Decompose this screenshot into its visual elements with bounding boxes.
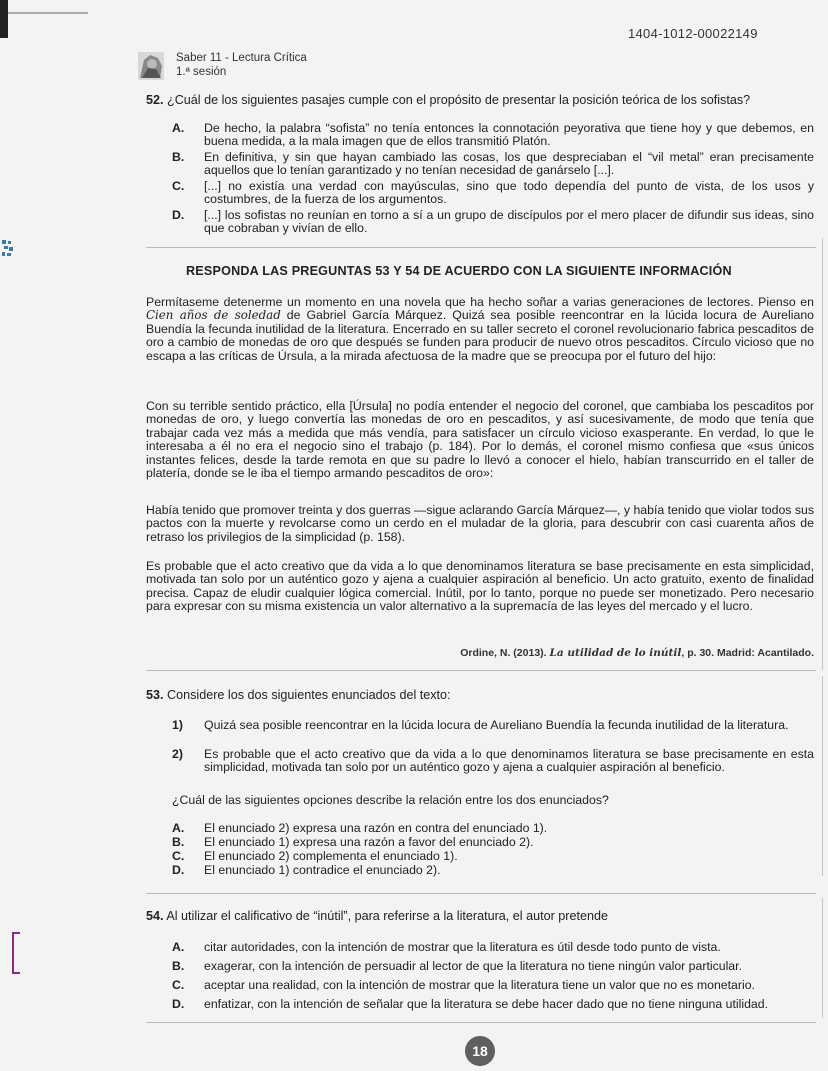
scan-corner-mark (0, 0, 8, 38)
option-text: aceptar una realidad, con la intención de mostrar que la literatura tiene un valor que no es monetario. (204, 978, 755, 992)
option-text: De hecho, la palabra “sofista” no tenía entonces la connotación peyorativa que tiene hoy y que debemos, en buena medida, a la mala imagen que de ellos transmitió Platón. (204, 121, 814, 149)
option-letter: D. (172, 208, 185, 222)
option-text: El enunciado 1) expresa una razón a favor del enunciado 2). (204, 835, 534, 849)
option-letter: C. (172, 179, 185, 193)
divider (146, 893, 816, 894)
q53-option-b[interactable] (172, 836, 814, 849)
question-text: Al utilizar el calificativo de “inútil”, para referirse a la literatura, el autor pretende (166, 909, 609, 923)
q54-option-b[interactable] (172, 960, 814, 973)
question-53 (146, 688, 816, 702)
frame-right (822, 676, 823, 876)
option-text: citar autoridades, con la intención de mostrar que la literatura es útil desde todo punto de vista. (204, 940, 721, 954)
passage-text: de Gabriel García Márquez. Quizá sea posible reencontrar en la lúcida locura de Aureliano Buendía la fecunda inutilidad de la literatura. Encerrado en su taller secreto el coronel revolucionario fabrica pescaditos de oro a cambio de monedas de oro que después se funden para producir de nuevo otros pescaditos. Círculo vicioso que no escapa a las críticas de Úrsula, a la mirada afectuosa de la madre que se preocupa por el futuro del hijo: (146, 308, 815, 363)
option-text: El enunciado 2) complementa el enunciado 1). (204, 849, 458, 863)
passage-paragraph-2: Con su terrible sentido práctico, ella [Úrsula] no podía entender el negocio del coronel, que cambiaba los pescaditos por monedas de oro, y luego convertía las monedas de oro en pescaditos, y así sucesivamente, de modo que tenía que trabajar cada vez más a medida que más vendía, para satisfacer un círculo vicioso exasperante. En verdad, lo que le interesaba a él no era el negocio sino el trabajo (p. 184). Por lo demás, el coronel mismo confiesa que «sus únicos instantes felices, desde la tarde remota en que su padre lo llevó a conocer el hielo, habían transcurrido en el taller de platería, donde se le iba el tiempo armando pescaditos de oro»: (146, 399, 814, 481)
option-letter: D. (172, 863, 185, 877)
margin-bracket-mark (12, 932, 20, 974)
q53-subquestion: ¿Cuál de las siguientes opciones describe la relación entre los dos enunciados? (172, 793, 609, 807)
option-letter: B. (172, 150, 185, 164)
frame-right (822, 898, 823, 1018)
page-number: 18 (465, 1036, 495, 1066)
divider (146, 1022, 816, 1023)
option-text: [...] los sofistas no reunían en torno a sí a un grupo de discípulos por el mero placer de difundir sus ideas, sino que cobraban y vivían de ello. (204, 208, 814, 236)
question-52 (146, 93, 816, 107)
option-text: exagerar, con la intención de persuadir al lector de que la literatura no tiene ningún valor particular. (204, 959, 742, 973)
novel-title: Cien años de soledad (146, 308, 281, 323)
q52-option-d[interactable] (172, 209, 814, 235)
question-54 (146, 909, 816, 923)
option-letter: D. (172, 997, 185, 1011)
passage-paragraph-1 (146, 296, 814, 363)
option-letter: A. (172, 821, 185, 835)
question-text: ¿Cuál de los siguientes pasajes cumple con el propósito de presentar la posición teórica de los sofistas? (167, 93, 751, 107)
option-text: enfatizar, con la intención de señalar que la literatura se debe hacer dado que no tiene ninguna utilidad. (204, 997, 769, 1011)
option-letter: C. (172, 849, 185, 863)
question-number: 52. (146, 93, 164, 107)
option-text: El enunciado 1) contradice el enunciado 2). (204, 863, 441, 877)
q53-option-c[interactable] (172, 850, 814, 863)
option-letter: B. (172, 959, 185, 973)
instructions-banner: RESPONDA LAS PREGUNTAS 53 Y 54 DE ACUERDO CON LA SIGUIENTE INFORMACIÓN (186, 264, 732, 278)
exam-session: 1.ª sesión (176, 66, 227, 78)
q54-option-d[interactable] (172, 998, 814, 1011)
statement-text: Es probable que el acto creativo que da vida a lo que denominamos literatura se base precisamente en esta simplicidad, motivada tan solo por un auténtico gozo y ajena a cualquier aspiración al beneficio. (204, 747, 814, 775)
question-number: 54. (146, 909, 164, 923)
statement-text: Quizá sea posible reencontrar en la lúcida locura de Aureliano Buendía la fecunda inutilidad de la literatura. (204, 718, 789, 732)
qr-mark-icon (2, 240, 14, 258)
q53-statement-1 (172, 719, 814, 732)
q54-option-c[interactable] (172, 979, 814, 992)
citation-title: La utilidad de lo inútil (549, 647, 682, 659)
statement-number: 2) (172, 747, 183, 761)
q52-option-b[interactable] (172, 151, 814, 177)
option-text: En definitiva, y sin que hayan cambiado las cosas, los que despreciaban el “vil metal” eran precisamente aquellos que lo tenían garantizado y no tenían necesidad de ganárselo [...]. (204, 150, 814, 178)
option-text: [...] no existía una verdad con mayúsculas, sino que todo dependía del punto de vista, de los usos y costumbres, de la fuerza de los argumentos. (204, 179, 814, 207)
scan-top-line (8, 12, 88, 14)
exam-title: Saber 11 - Lectura Crítica (176, 52, 307, 64)
citation (380, 647, 814, 659)
q53-statement-2 (172, 748, 814, 774)
q53-option-d[interactable] (172, 864, 814, 877)
passage-paragraph-4: Es probable que el acto creativo que da vida a lo que denominamos literatura se base precisamente en esta simplicidad, motivada tan solo por un auténtico gozo y ajena a cualquier aspiración al beneficio. Un acto gratuito, exento de finalidad precisa. Capaz de eludir cualquier lógica comercial. Inútil, por lo tanto, porque no puede ser monetizado. Pero necesario para expresar con su misma existencia un valor alternativo a la supremacía de las leyes del mercado y el lucro. (146, 559, 814, 614)
option-letter: A. (172, 121, 185, 135)
q52-option-c[interactable] (172, 180, 814, 206)
passage-text: Permítaseme detenerme un momento en una novela que ha hecho soñar a varias generaciones de lectores. Pienso en (146, 295, 814, 309)
passage-paragraph-3: Había tenido que promover treinta y dos guerras —sigue aclarando García Márquez—, y había tenido que violar todos sus pactos con la muerte y revolcarse como un cerdo en el muladar de la gloria, para descubrir con casi cuarenta años de retraso los privilegios de la simplicidad (p. 158). (146, 503, 814, 544)
q52-option-a[interactable] (172, 122, 814, 148)
option-letter: C. (172, 978, 185, 992)
citation-author: Ordine, N. (2013). (460, 647, 550, 659)
q53-option-a[interactable] (172, 822, 814, 835)
question-text: Considere los dos siguientes enunciados del texto: (167, 688, 451, 702)
statement-number: 1) (172, 718, 183, 732)
q54-option-a[interactable] (172, 941, 814, 954)
document-id: 1404-1012-00022149 (628, 26, 758, 41)
frame-right (822, 238, 823, 670)
option-letter: B. (172, 835, 185, 849)
divider (146, 247, 816, 248)
divider (146, 670, 816, 671)
exam-logo-icon (138, 52, 164, 80)
citation-source: , p. 30. Madrid: Acantilado. (681, 647, 814, 659)
question-number: 53. (146, 688, 164, 702)
option-text: El enunciado 2) expresa una razón en contra del enunciado 1). (204, 821, 548, 835)
option-letter: A. (172, 940, 185, 954)
